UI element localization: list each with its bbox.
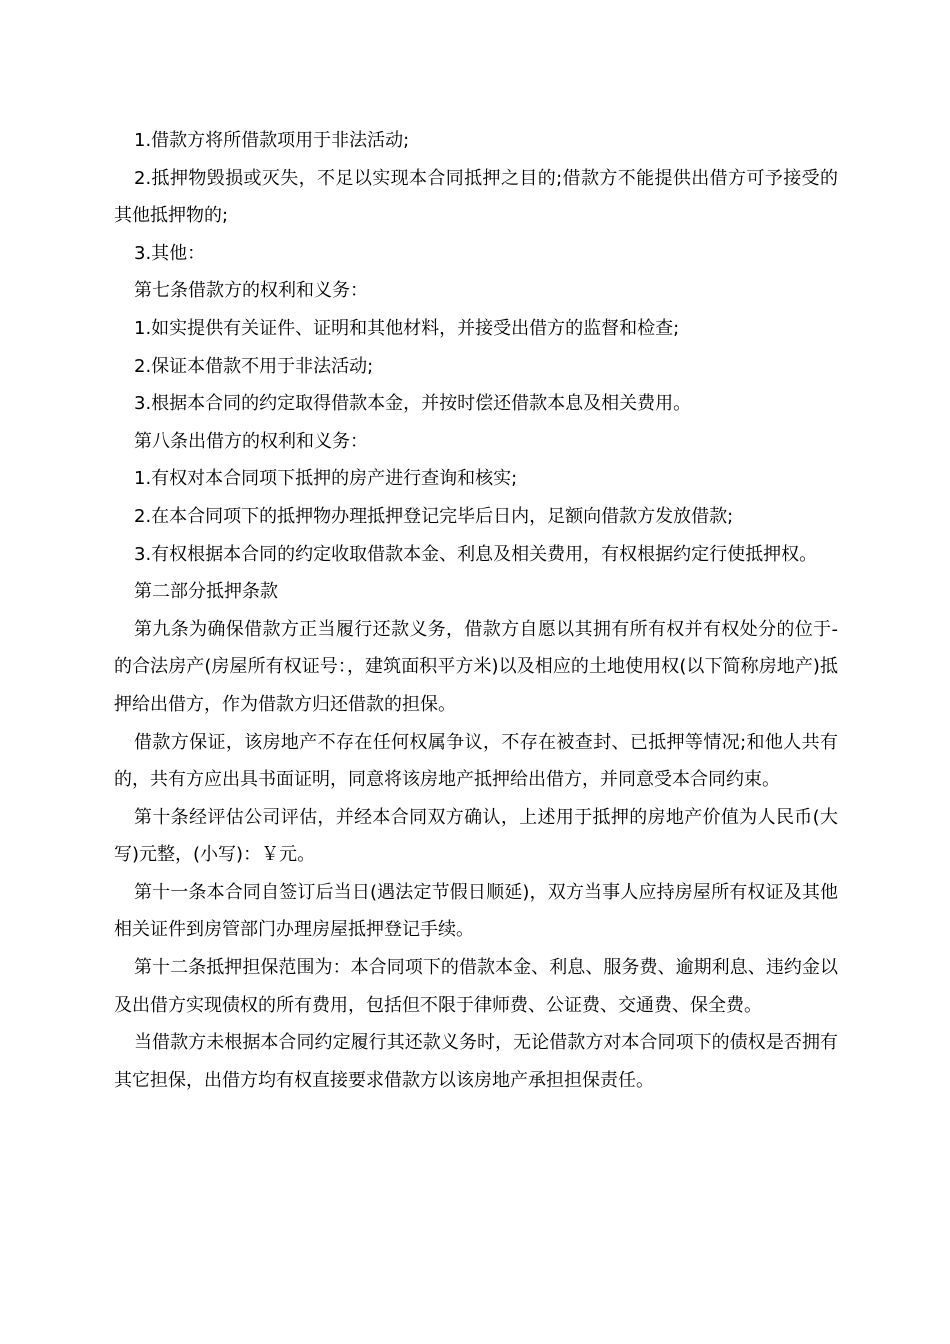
paragraph-article-8-item-2: 2.在本合同项下的抵押物办理抵押登记完毕后日内，足额向借款方发放借款;: [134, 505, 734, 527]
paragraph-article-7-item-1: 1.如实提供有关证件、证明和其他材料，并接受出借方的监督和检查;: [134, 317, 680, 339]
paragraph-article-11: 第十一条本合同自签订后当日(遇法定节假日顺延)，双方当事人应持房屋所有权证及其他相关证件到房管部门办理房屋抵押登记手续。: [114, 881, 838, 941]
paragraph-borrower-guarantee: 借款方保证，该房地产不存在任何权属争议，不存在被查封、已抵押等情况;和他人共有的，共有方应出具书面证明，同意将该房地产抵押给出借方，并同意受本合同约束。: [114, 731, 838, 791]
paragraph-article-7-item-3: 3.根据本合同的约定取得借款本金，并按时偿还借款本息及相关费用。: [134, 393, 692, 415]
paragraph-item-3-other: 3.其他：: [134, 242, 206, 264]
paragraph-article-10: 第十条经评估公司评估，并经本合同双方确认，上述用于抵押的房地产价值为人民币(大写)元整，(小写)：￥元。: [114, 806, 838, 866]
paragraph-article-8-item-1: 1.有权对本合同项下抵押的房产进行查询和核实;: [134, 468, 518, 490]
paragraph-default-liability: 当借款方未根据本合同约定履行其还款义务时，无论借款方对本合同项下的债权是否拥有其它担保，出借方均有权直接要求借款方以该房地产承担担保责任。: [114, 1032, 838, 1091]
paragraph-item-1-illegal-use: 1.借款方将所借款项用于非法活动;: [134, 130, 410, 151]
paragraph-item-2-collateral-loss: 2.抵押物毁损或灭失，不足以实现本合同抵押之目的;借款方不能提供出借方可予接受的其他抵押物的;: [114, 167, 838, 227]
article-8-heading: 第八条出借方的权利和义务：: [134, 430, 368, 452]
paragraph-article-9: 第九条为确保借款方正当履行还款义务，借款方自愿以其拥有所有权并有权处分的位于-的合法房产(房屋所有权证号：，建筑面积平方米)以及相应的土地使用权(以下简称房地产)抵押给出借方，作为借款方归还借款的担保。: [114, 618, 838, 715]
paragraph-article-7-item-2: 2.保证本借款不用于非法活动;: [134, 355, 374, 377]
document-body: [114, 122, 838, 1099]
paragraph-article-12: 第十二条抵押担保范围为：本合同项下的借款本金、利息、服务费、逾期利息、违约金以及出借方实现债权的所有费用，包括但不限于律师费、公证费、交通费、保全费。: [114, 957, 838, 1016]
part-2-heading: 第二部分抵押条款: [134, 581, 278, 603]
article-7-heading: 第七条借款方的权利和义务：: [134, 280, 368, 302]
paragraph-article-8-item-3: 3.有权根据本合同的约定收取借款本金、利息及相关费用，有权根据约定行使抵押权。: [134, 543, 818, 565]
